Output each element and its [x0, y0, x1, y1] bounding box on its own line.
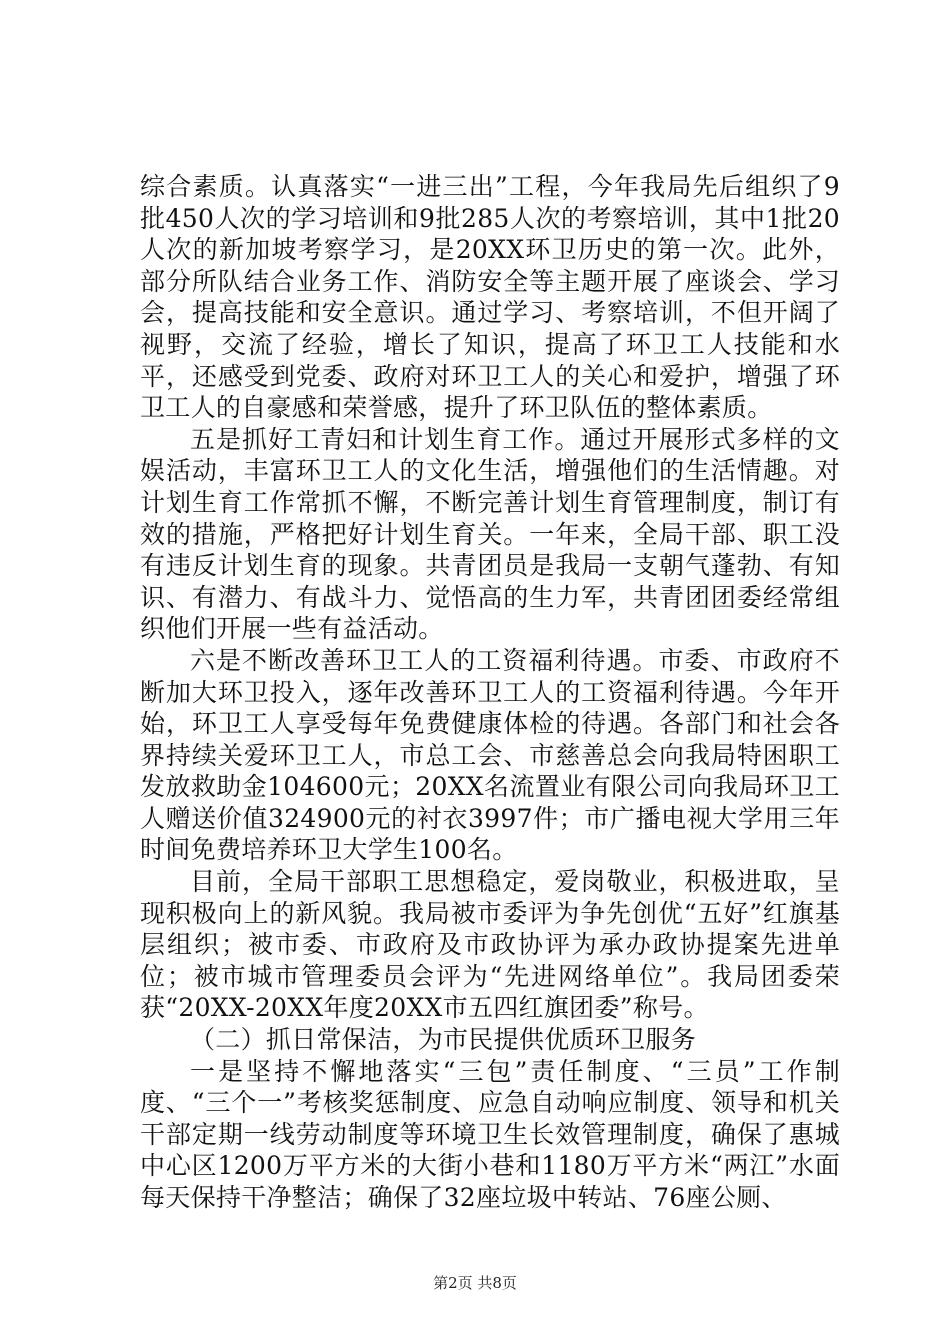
document-body	[140, 171, 840, 1214]
section-heading: （二）抓日常保洁，为市民提供优质环卫服务	[190, 1025, 697, 1055]
paragraph-1: 综合素质。认真落实“一进三出”工程，今年我局先后组织了9批450人次的学习培训和9批285人次的考察培训，其中1批20人次的新加坡考察学习，是20XX环卫历史的第一次。此外，部分所队结合业务工作、消防安全等主题开展了座谈会、学习会，提高技能和安全意识。通过学习、考察培训，不但开阔了视野，交流了经验，增长了知识，提高了环卫工人技能和水平，还感受到党委、政府对环卫工人的关心和爱护，增强了环卫工人的自豪感和荣誉感，提升了环卫队伍的整体素质。	[140, 172, 840, 423]
paragraph-2: 五是抓好工青妇和计划生育工作。通过开展形式多样的文娱活动，丰富环卫工人的文化生活，增强他们的生活情趣。对计划生育工作常抓不懈，不断完善计划生育管理制度，制订有效的措施，严格把好计划生育关。一年来，全局干部、职工没有违反计划生育的现象。共青团员是我局一支朝气蓬勃、有知识、有潜力、有战斗力、觉悟高的生力军，共青团团委经常组织他们开展一些有益活动。	[140, 424, 840, 644]
paragraph-5: 一是坚持不懈地落实“三包”责任制度、“三员”工作制度、“三个一”考核奖惩制度、应急自动响应制度、领导和机关干部定期一线劳动制度等环境卫生长效管理制度，确保了惠城中心区1200万平方米的大街小巷和1180万平方米“两江”水面每天保持干净整洁；确保了32座垃圾中转站、76座公厕、	[140, 1056, 840, 1212]
page-footer: 第2页 共8页	[433, 1274, 517, 1292]
paragraph-4: 目前，全局干部职工思想稳定，爱岗敬业，积极进取，呈现积极向上的新风貌。我局被市委评为争先创优“五好”红旗基层组织；被市委、市政府及市政协评为承办政协提案先进单位；被市城市管理委员会评为“先进网络单位”。我局团委荣获“20XX-20XX年度20XX市五四红旗团委”称号。	[140, 867, 840, 1023]
paragraph-3: 六是不断改善环卫工人的工资福利待遇。市委、市政府不断加大环卫投入，逐年改善环卫工人的工资福利待遇。今年开始，环卫工人享受每年免费健康体检的待遇。各部门和社会各界持续关爱环卫工人，市总工会、市慈善总会向我局特困职工发放救助金104600元；20XX名流置业有限公司向我局环卫工人赠送价值324900元的衬衣3997件；市广播电视大学用三年时间免费培养环卫大学生100名。	[140, 645, 840, 865]
